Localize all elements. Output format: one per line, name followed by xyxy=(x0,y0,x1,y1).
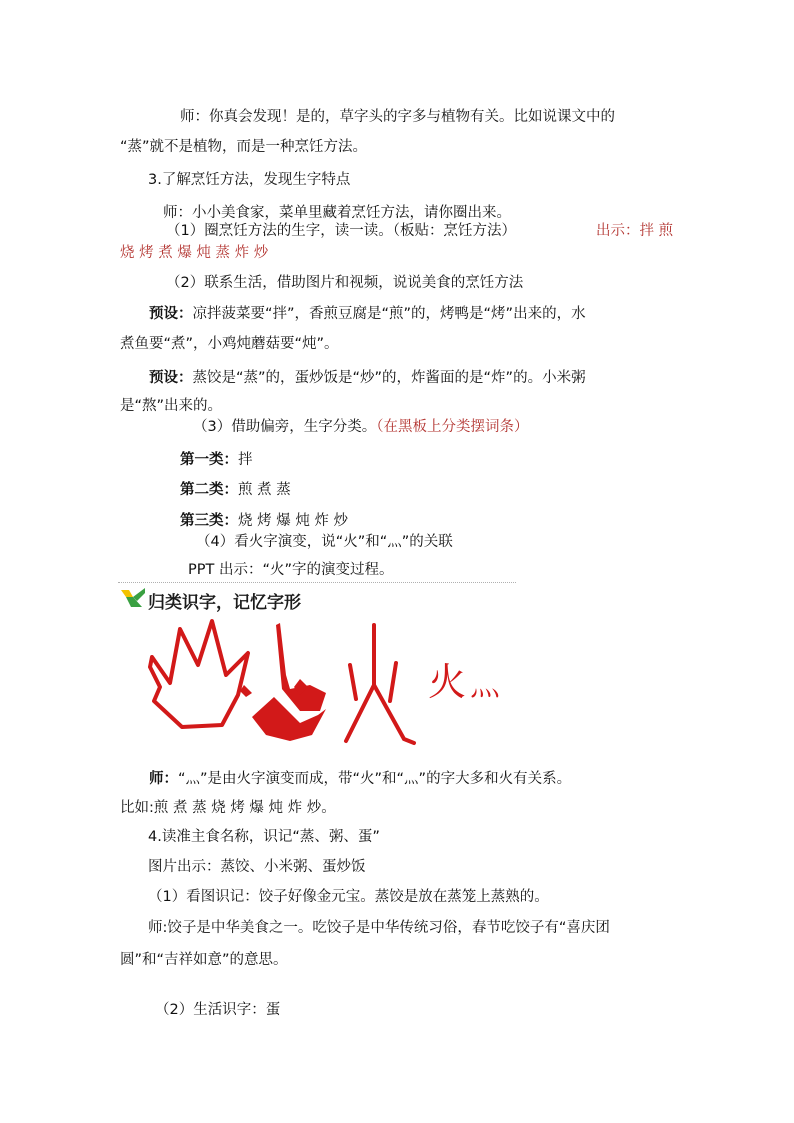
teacher-explain xyxy=(149,769,571,789)
category-chars: 拌 xyxy=(238,452,253,468)
category-chars: 烧 烤 爆 炖 炸 炒 xyxy=(238,513,349,529)
category-1 xyxy=(180,450,253,470)
step-life-literacy: （2）生活识字：蛋 xyxy=(155,1002,281,1018)
category-label: 第二类： xyxy=(180,482,238,498)
paragraph-teacher-1-cont: “蒸”就不是植物，而是一种烹饪方法。 xyxy=(120,139,368,155)
bronze-fire-glyph xyxy=(252,623,326,741)
preset-label: 预设： xyxy=(149,370,193,386)
step-1: （1）圈烹饪方法的生字，读一读。（板贴：烹饪方法） xyxy=(166,223,516,239)
slide-title: 归类识字，记忆字形 xyxy=(148,593,301,613)
step-2: （2）联系生活，借助图片和视频，说说美食的烹饪方法 xyxy=(166,275,524,291)
teacher-dumpling: 师:饺子是中华美食之一。吃饺子是中华传统习俗，春节吃饺子有“喜庆团 xyxy=(148,920,610,936)
category-chars: 煎 煮 蒸 xyxy=(238,482,291,498)
preset-1-cont: 煮鱼要“煮”，小鸡炖蘑菇要“炖”。 xyxy=(120,336,339,352)
preset-text: 凉拌菠菜要“拌”，香煎豆腐是“煎”的，烤鸭是“烤”出来的，水 xyxy=(192,306,586,322)
step-3-note-red: （在黑板上分类摆词条） xyxy=(376,419,529,435)
modern-fire-glyph: 火 xyxy=(428,660,467,704)
preset-2 xyxy=(149,368,586,388)
preset-1 xyxy=(149,304,586,324)
preset-text: 蒸饺是“蒸”的，蛋炒饭是“炒”的，炸酱面的是“炸”的。小米粥 xyxy=(192,370,586,386)
category-2 xyxy=(180,480,291,500)
step-4: （4）看火字演变，说“火”和“灬”的关联 xyxy=(196,534,453,550)
step-3-text: （3）借助偏旁，生字分类。 xyxy=(193,419,377,435)
ppt-display: PPT 出示：“火”字的演变过程。 xyxy=(188,562,394,578)
slide-divider xyxy=(118,582,516,583)
oracle-fire-glyph xyxy=(150,621,248,727)
teacher-dumpling-cont: 圆”和“吉祥如意”的意思。 xyxy=(120,952,288,968)
teacher-explain-cont: 比如:煎 煮 蒸 烧 烤 爆 炖 炸 炒。 xyxy=(120,800,336,816)
teacher-line-2: 师：小小美食家，菜单里藏着烹饪方法，请你圈出来。 xyxy=(163,205,511,221)
preset-2-cont: 是“熬”出来的。 xyxy=(120,398,223,414)
checkmark-icon xyxy=(120,587,146,613)
seal-fire-glyph xyxy=(346,625,414,743)
display-chars-red: 烧 烤 煮 爆 炖 蒸 炸 炒 xyxy=(120,245,269,261)
preset-label: 预设： xyxy=(149,306,193,322)
section-heading-4: 4.读准主食名称，识记“蒸、粥、蛋” xyxy=(148,829,380,845)
step-3 xyxy=(193,417,528,437)
section-heading-3: 3.了解烹饪方法，发现生字特点 xyxy=(148,172,351,188)
display-label-red: 出示：拌 煎 xyxy=(596,223,674,239)
category-label: 第一类： xyxy=(180,452,238,468)
picture-display: 图片出示：蒸饺、小米粥、蛋炒饭 xyxy=(148,859,366,875)
teacher-label: 师： xyxy=(149,771,178,787)
step-observe: （1）看图识记：饺子好像金元宝。蒸饺是放在蒸笼上蒸熟的。 xyxy=(148,889,549,905)
fire-dots-glyph: 灬 xyxy=(470,668,500,703)
fire-evolution-image xyxy=(140,615,520,750)
category-label: 第三类： xyxy=(180,513,238,529)
fire-evolution-drawing xyxy=(140,615,520,750)
category-3 xyxy=(180,511,348,531)
paragraph-teacher-1: 师：你真会发现！是的，草字头的字多与植物有关。比如说课文中的 xyxy=(180,109,615,125)
teacher-explain-text: “灬”是由火字演变而成，带“火”和“灬”的字大多和火有关系。 xyxy=(178,771,572,787)
